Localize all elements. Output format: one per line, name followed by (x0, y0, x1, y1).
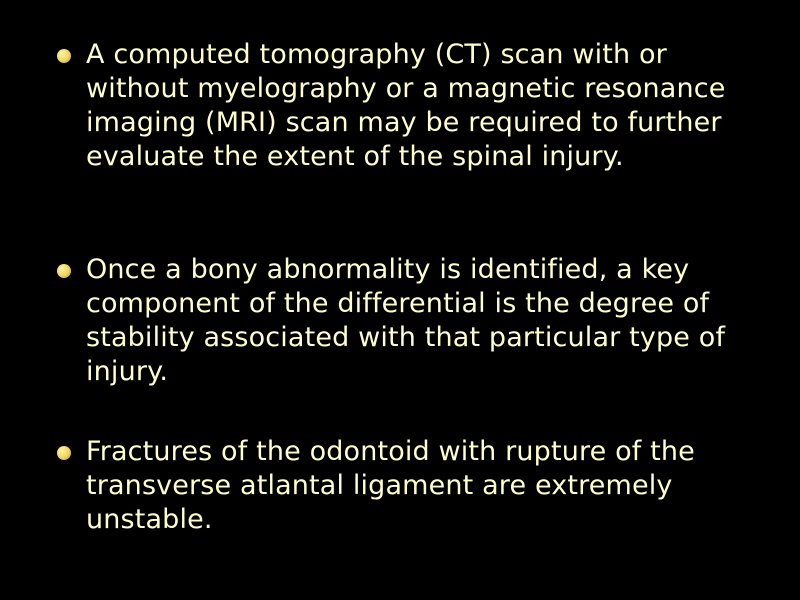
bullet-icon (57, 446, 71, 460)
bullet-icon (57, 49, 71, 63)
bullet-item (55, 38, 760, 174)
bullet-text: Once a bony abnormality is identified, a key component of the differential is the degree of stability associated with that particular type of injury. (86, 254, 726, 387)
bullet-item (55, 435, 760, 537)
bullet-text: A computed tomography (CT) scan with or without myelography or a magnetic resonance imaging (MRI) scan may be required to further evaluate the extent of the spinal injury. (86, 39, 726, 172)
bullet-item (55, 253, 760, 389)
bullet-icon (57, 264, 71, 278)
bullet-text: Fractures of the odontoid with rupture of the transverse atlantal ligament are extremely unstable. (86, 436, 695, 535)
